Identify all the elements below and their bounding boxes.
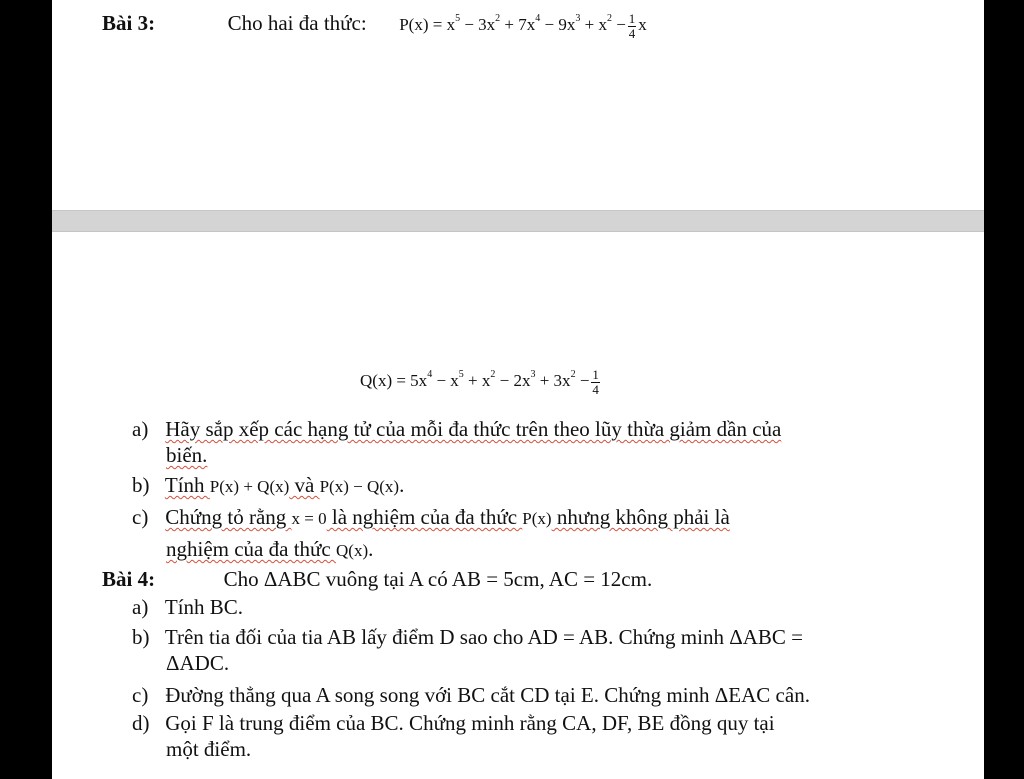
bai3-item-c-cont bbox=[166, 536, 373, 564]
bai4-item-c bbox=[132, 682, 810, 708]
item-text-mid: là nghiệm của đa thức bbox=[326, 505, 523, 529]
item-text: Trên tia đối của tia AB lấy điểm D sao cho AD = AB. Chứng minh ΔABC = bbox=[164, 625, 803, 649]
p-exp-5: 2 bbox=[606, 13, 612, 24]
p-fraction bbox=[628, 12, 637, 41]
item-label: a) bbox=[132, 417, 149, 441]
bai4-heading: Bài 4: bbox=[102, 567, 156, 591]
bai4-item-d bbox=[132, 710, 775, 736]
p-exp-4: 3 bbox=[575, 13, 581, 24]
item-text-post: . bbox=[399, 473, 405, 497]
bai4-item-d-cont bbox=[166, 736, 251, 762]
item-text: Tính bbox=[164, 473, 210, 497]
item-text: Đường thẳng qua A song song với BC cắt CD tại E. Chứng minh ΔEAC cân. bbox=[165, 683, 810, 707]
bai4-item-b-cont bbox=[166, 650, 229, 676]
p-tail: x bbox=[638, 15, 647, 34]
item-label: b) bbox=[132, 473, 150, 497]
bai4-item-a bbox=[132, 594, 243, 620]
p-frac-num: 1 bbox=[628, 10, 636, 26]
p-term-3: + 7x bbox=[500, 15, 536, 34]
bai3-item-a-cont bbox=[166, 442, 207, 468]
item-text-cont: nghiệm của đa thức bbox=[166, 537, 336, 561]
q-term-6: − bbox=[575, 371, 590, 390]
q-term-3: + x bbox=[463, 371, 491, 390]
item-text-cont-post: . bbox=[368, 537, 374, 561]
document-page-1 bbox=[52, 0, 984, 210]
q-fraction bbox=[591, 368, 600, 397]
item-text-cont: biến. bbox=[166, 443, 208, 467]
item-label: c) bbox=[132, 505, 149, 529]
q-frac-den: 4 bbox=[592, 381, 599, 397]
q-lhs: Q(x) = 5x bbox=[360, 371, 428, 390]
item-text-cont: một điểm. bbox=[166, 737, 252, 761]
bai4-item-b bbox=[132, 624, 803, 650]
item-expr-cont: Q(x) bbox=[336, 541, 369, 560]
p-term-4: − 9x bbox=[540, 15, 576, 34]
p-lhs: P(x) = x bbox=[399, 15, 456, 34]
polynomial-q bbox=[360, 366, 602, 397]
item-text: Gọi F là trung điểm của BC. Chứng minh rằng CA, DF, BE đồng quy tại bbox=[165, 711, 775, 735]
bai3-item-a bbox=[132, 416, 781, 442]
p-frac-den: 4 bbox=[628, 25, 636, 41]
item-text: Chứng tỏ rằng bbox=[165, 505, 292, 529]
q-exp-4: 3 bbox=[530, 369, 536, 380]
p-exp-1: 5 bbox=[455, 13, 461, 24]
bai3-intro: Cho hai đa thức: bbox=[227, 11, 367, 35]
q-exp-2: 5 bbox=[458, 369, 464, 380]
item-label: a) bbox=[132, 595, 149, 619]
item-text-cont: ΔADC. bbox=[166, 651, 230, 675]
p-term-5: + x bbox=[580, 15, 607, 34]
item-expr-1: P(x) + Q(x) bbox=[209, 477, 290, 496]
item-label: d) bbox=[132, 711, 150, 735]
bai4-line bbox=[102, 566, 652, 592]
q-term-5: + 3x bbox=[535, 371, 571, 390]
p-term-6: − bbox=[611, 15, 626, 34]
item-expr-2: P(x) − Q(x) bbox=[319, 477, 400, 496]
p-term-2: − 3x bbox=[460, 15, 496, 34]
polynomial-p bbox=[399, 10, 647, 41]
item-text: Tính BC. bbox=[164, 595, 244, 619]
item-text-mid: và bbox=[289, 473, 320, 497]
item-label: c) bbox=[132, 683, 149, 707]
q-frac-num: 1 bbox=[592, 366, 599, 382]
bai3-heading: Bài 3: bbox=[102, 11, 156, 35]
document-page-2 bbox=[52, 232, 984, 779]
bai3-item-b bbox=[132, 472, 404, 500]
item-text-post: nhưng không phải là bbox=[551, 505, 730, 529]
p-exp-2: 2 bbox=[495, 13, 501, 24]
p-exp-3: 4 bbox=[535, 13, 541, 24]
bai3-item-c bbox=[132, 504, 730, 532]
q-exp-1: 4 bbox=[427, 369, 433, 380]
item-text: Hãy sắp xếp các hạng tử của mỗi đa thức trên theo lũy thừa giảm dần của bbox=[165, 417, 782, 441]
page-gap-divider bbox=[52, 210, 984, 232]
q-term-4: − 2x bbox=[495, 371, 531, 390]
item-expr-1: x = 0 bbox=[291, 509, 327, 528]
item-label: b) bbox=[132, 625, 150, 649]
q-term-2: − x bbox=[432, 371, 459, 390]
q-exp-5: 2 bbox=[570, 369, 576, 380]
bai3-line bbox=[102, 10, 647, 41]
item-expr-2: P(x) bbox=[522, 509, 552, 528]
bai4-intro: Cho ΔABC vuông tại A có AB = 5cm, AC = 12cm. bbox=[223, 567, 653, 591]
q-exp-3: 2 bbox=[490, 369, 496, 380]
